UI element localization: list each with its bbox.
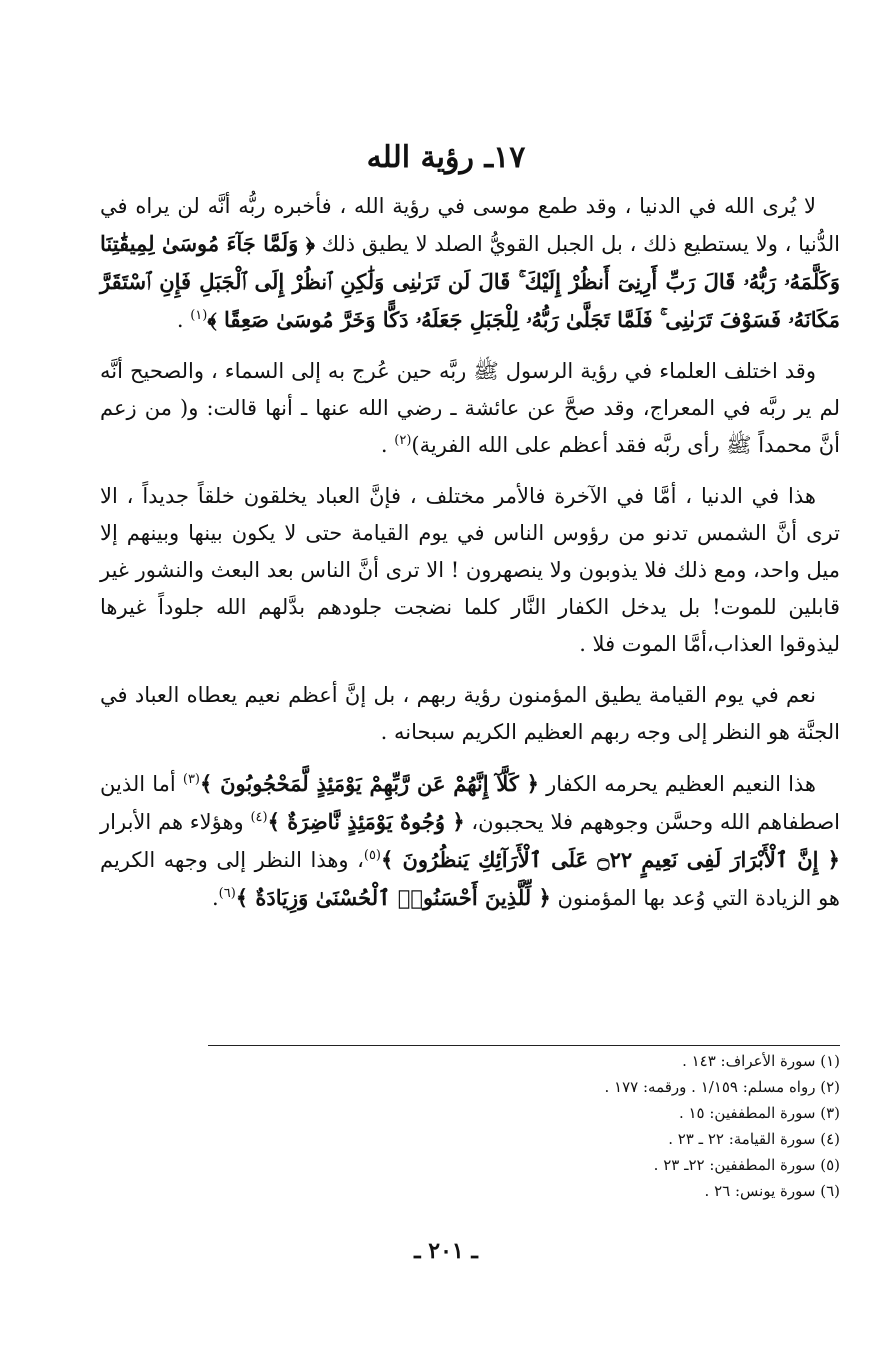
paragraph-text: وقد اختلف العلماء في رؤية الرسول ﷺ ربَّه حين عُرج به إلى السماء ، والصحيح أنَّه لم ير ربَّه في المعراج، وقد صحَّ عن عائشة ـ رضي الله عنها ـ أنها قالت: و( من زعم أنَّ محمداً ﷺ رأى ربَّه فقد أعظم على الله الفرية)	[100, 359, 840, 457]
paragraph-text: هذا النعيم العظيم يحرمه الكفار	[538, 772, 816, 796]
footnote-divider	[208, 1045, 840, 1046]
paragraph	[100, 188, 840, 339]
footnote-reference: (٣)	[182, 772, 200, 787]
paragraph-text: أما الذين اصطفاهم الله وحسَّن وجوههم فلا يحجبون،	[100, 772, 840, 834]
footnote-6: (٦) سورة يونس: ٢٦ .	[704, 1182, 840, 1200]
body-text	[100, 188, 840, 931]
quran-verse: ﴿ لِّلَّذِينَ أَحْسَنُوا۟ ٱلْحُسْنَىٰ وَزِيَادَةٌ ﴾	[235, 885, 551, 910]
paragraph-text: هذا في الدنيا ، أمَّا في الآخرة فالأمر مختلف ، فإنَّ العباد يخلقون خلقاً جديداً ، الا ترى أنَّ الشمس تدنو من رؤوس الناس في يوم القيامة حتى لا يكون بينها وبينهم إلا ميل واحد، ومع ذلك فلا يذوبون ولا ينصهرون ! الا ترى أنَّ الناس بعد البعث والنشور غير قابلين للموت! بل يدخل الكفار النَّار كلما نضجت جلودهم بدَّلهم الله جلوداً غيرها ليذوقوا العذاب،أمَّا الموت فلا .	[100, 484, 840, 656]
quran-verse: ﴿ وَلَمَّا جَآءَ مُوسَىٰ لِمِيقَٰتِنَا وَكَلَّمَهُۥ رَبُّهُۥ قَالَ رَبِّ أَرِنِىٓ أَنظُرْ إِلَيْكَ ۚ قَالَ لَن تَرَىٰنِى وَلَٰكِنِ ٱنظُرْ إِلَى ٱلْجَبَلِ فَإِنِ ٱسْتَقَرَّ مَكَانَهُۥ فَسَوْفَ تَرَىٰنِى ۚ فَلَمَّا تَجَلَّىٰ رَبُّهُۥ لِلْجَبَلِ جَعَلَهُۥ دَكًّا وَخَرَّ مُوسَىٰ صَعِقًا ﴾	[100, 231, 840, 332]
footnote-3: (٣) سورة المطففين: ١٥ .	[678, 1104, 840, 1122]
footnote-reference: (٥)	[363, 848, 381, 863]
paragraph	[100, 765, 840, 917]
footnote-reference: (٦)	[218, 886, 236, 901]
quran-verse: ﴿ كَلَّآ إِنَّهُمْ عَن رَّبِّهِمْ يَوْمَئِذٍ لَّمَحْجُوبُونَ ﴾	[200, 771, 539, 796]
paragraph-text: .	[380, 433, 395, 457]
page-number: ـ ٢٠١ ـ	[414, 1238, 478, 1264]
paragraph	[100, 478, 840, 663]
paragraph-text: نعم في يوم القيامة يطيق المؤمنون رؤية ربهم ، بل إنَّ أعظم نعيم يعطاه العباد في الجنَّة هو النظر إلى وجه ربهم العظيم الكريم سبحانه .	[100, 683, 840, 744]
paragraph	[100, 353, 840, 464]
chapter-title: ١٧ـ رؤية الله	[366, 140, 526, 175]
footnote-reference: (١)	[190, 308, 208, 323]
quran-verse: ﴿ إِنَّ ٱلْأَبْرَارَ لَفِى نَعِيمٍ ۝٢٢ عَلَى ٱلْأَرَآئِكِ يَنظُرُونَ ﴾	[381, 847, 840, 872]
paragraph	[100, 677, 840, 751]
footnote-reference: (٢)	[394, 433, 412, 448]
footnote-1: (١) سورة الأعراف: ١٤٣ .	[682, 1052, 840, 1070]
footnote-2: (٢) رواه مسلم: ١/١٥٩ . ورقمه: ١٧٧ .	[604, 1078, 840, 1096]
footnote-reference: (٤)	[250, 810, 268, 825]
quran-verse: ﴿ وُجُوهٌ يَوْمَئِذٍ نَّاضِرَةٌ ﴾	[267, 809, 465, 834]
footnote-4: (٤) سورة القيامة: ٢٢ ـ ٢٣ .	[668, 1130, 840, 1148]
paragraph-text: وهؤلاء هم الأبرار	[100, 810, 251, 834]
paragraph-text: لا يُرى الله في الدنيا ، وقد طمع موسى في رؤية الله ، فأخبره ربُّه أنَّه لن يراه في الدُّنيا ، ولا يستطيع ذلك ، بل الجبل القويُّ الصلد لا يطيق ذلك	[100, 194, 840, 256]
paragraph-text: ، وهذا النظر إلى وجهه الكريم هو الزيادة التي وُعد بها المؤمنون	[100, 848, 840, 910]
paragraph-text: .	[176, 308, 191, 332]
footnotes-list	[100, 1048, 840, 1204]
footnote-5: (٥) سورة المطففين: ٢٢ـ ٢٣ .	[653, 1156, 840, 1174]
paragraph-text: .	[211, 886, 219, 910]
